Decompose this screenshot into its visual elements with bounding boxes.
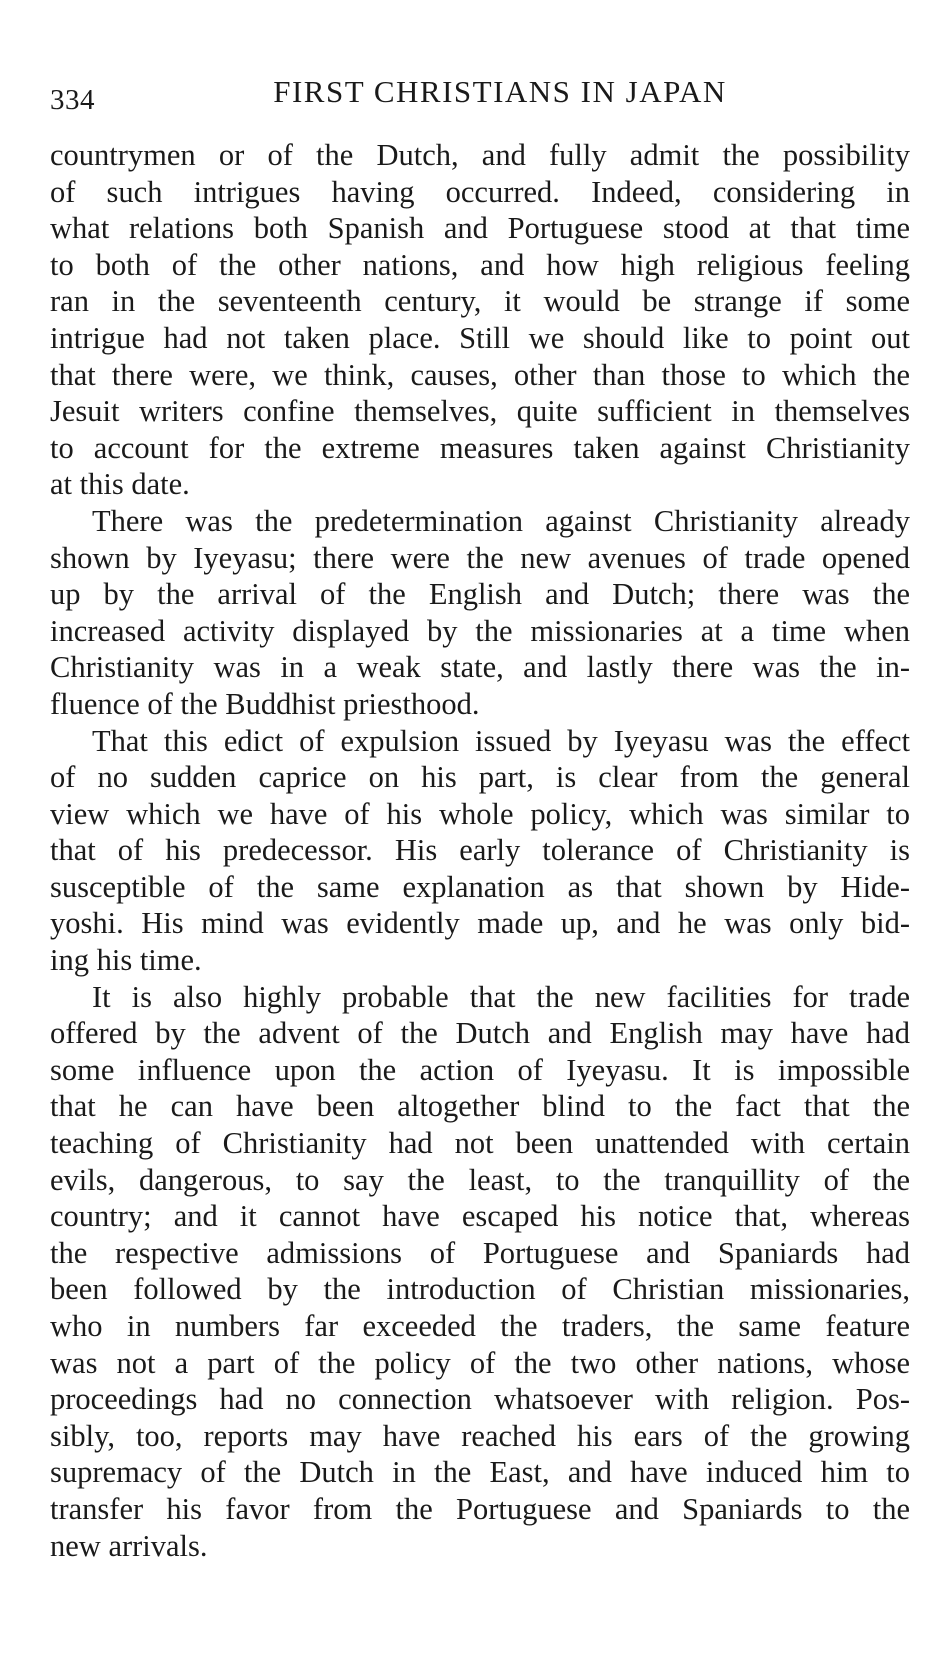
text-line: view which we have of his whole policy, which was similar to xyxy=(50,796,910,831)
text-line: It is also highly probable that the new facilities for trade xyxy=(92,979,910,1014)
text-line: was not a part of the policy of the two other nations, whose xyxy=(50,1345,910,1380)
text-line: ran in the seventeenth century, it would be strange if some xyxy=(50,284,910,319)
text-line: That this edict of expulsion issued by Iyeyasu was the effect xyxy=(92,723,910,758)
text-line: who in numbers far exceeded the traders, the same feature xyxy=(50,1309,910,1343)
text-line: that of his predecessor. His early tolerance of Christianity is xyxy=(50,833,910,868)
text-line: yoshi. His mind was evidently made up, and he was only bid- xyxy=(50,906,910,941)
text-line: supremacy of the Dutch in the East, and have induced him to xyxy=(50,1455,910,1490)
text-line: increased activity displayed by the missionaries at a time when xyxy=(50,613,910,648)
paragraph-2 xyxy=(50,503,910,723)
text-line: the respective admissions of Portuguese and Spaniards had xyxy=(50,1235,910,1270)
paragraph-3 xyxy=(50,723,910,979)
text-line: at this date. xyxy=(50,467,190,502)
text-line: There was the predetermination against Christianity already xyxy=(92,503,910,538)
text-line: shown by Iyeyasu; there were the new avenues of trade opened xyxy=(50,540,910,575)
text-line: proceedings had no connection whatsoever with religion. Pos- xyxy=(50,1382,910,1417)
text-line: up by the arrival of the English and Dutch; there was the xyxy=(50,577,910,612)
body-text xyxy=(50,137,910,1564)
text-line: of no sudden caprice on his part, is clear from the general xyxy=(50,760,910,795)
text-line: teaching of Christianity had not been unattended with certain xyxy=(50,1126,910,1161)
text-line: sibly, too, reports may have reached his ears of the growing xyxy=(50,1418,910,1453)
text-line: to account for the extreme measures taken against Christianity xyxy=(50,430,910,465)
text-line: new arrivals. xyxy=(50,1528,208,1563)
text-line: fluence of the Buddhist priesthood. xyxy=(50,686,480,721)
text-line: to both of the other nations, and how high religious feeling xyxy=(50,247,910,282)
paragraph-1 xyxy=(50,137,910,503)
text-line: been followed by the introduction of Christian missionaries, xyxy=(50,1272,910,1307)
text-line: what relations both Spanish and Portuguese stood at that time xyxy=(50,211,910,246)
page-header xyxy=(50,74,910,118)
text-line: countrymen or of the Dutch, and fully admit the possibility xyxy=(50,138,910,172)
running-title: FIRST CHRISTIANS IN JAPAN xyxy=(273,74,727,109)
text-line: offered by the advent of the Dutch and English may have had xyxy=(50,1016,910,1051)
text-line: intrigue had not taken place. Still we should like to point out xyxy=(50,320,910,355)
text-line: some influence upon the action of Iyeyasu. It is impossible xyxy=(50,1052,910,1087)
text-line: susceptible of the same explanation as that shown by Hide- xyxy=(50,869,910,904)
text-line: evils, dangerous, to say the least, to the tranquillity of the xyxy=(50,1162,910,1197)
paragraph-4 xyxy=(50,979,910,1565)
text-line: that there were, we think, causes, other than those to which the xyxy=(50,357,910,392)
text-line: country; and it cannot have escaped his notice that, whereas xyxy=(50,1199,910,1234)
text-line: Jesuit writers confine themselves, quite sufficient in themselves xyxy=(50,394,910,429)
text-line: transfer his favor from the Portuguese and Spaniards to the xyxy=(50,1491,910,1526)
page-number: 334 xyxy=(50,84,95,116)
text-line: of such intrigues having occurred. Indeed, considering in xyxy=(50,174,910,209)
text-line: Christianity was in a weak state, and lastly there was the in- xyxy=(50,650,910,685)
text-line: that he can have been altogether blind to the fact that the xyxy=(50,1089,910,1124)
text-line: ing his time. xyxy=(50,943,202,978)
